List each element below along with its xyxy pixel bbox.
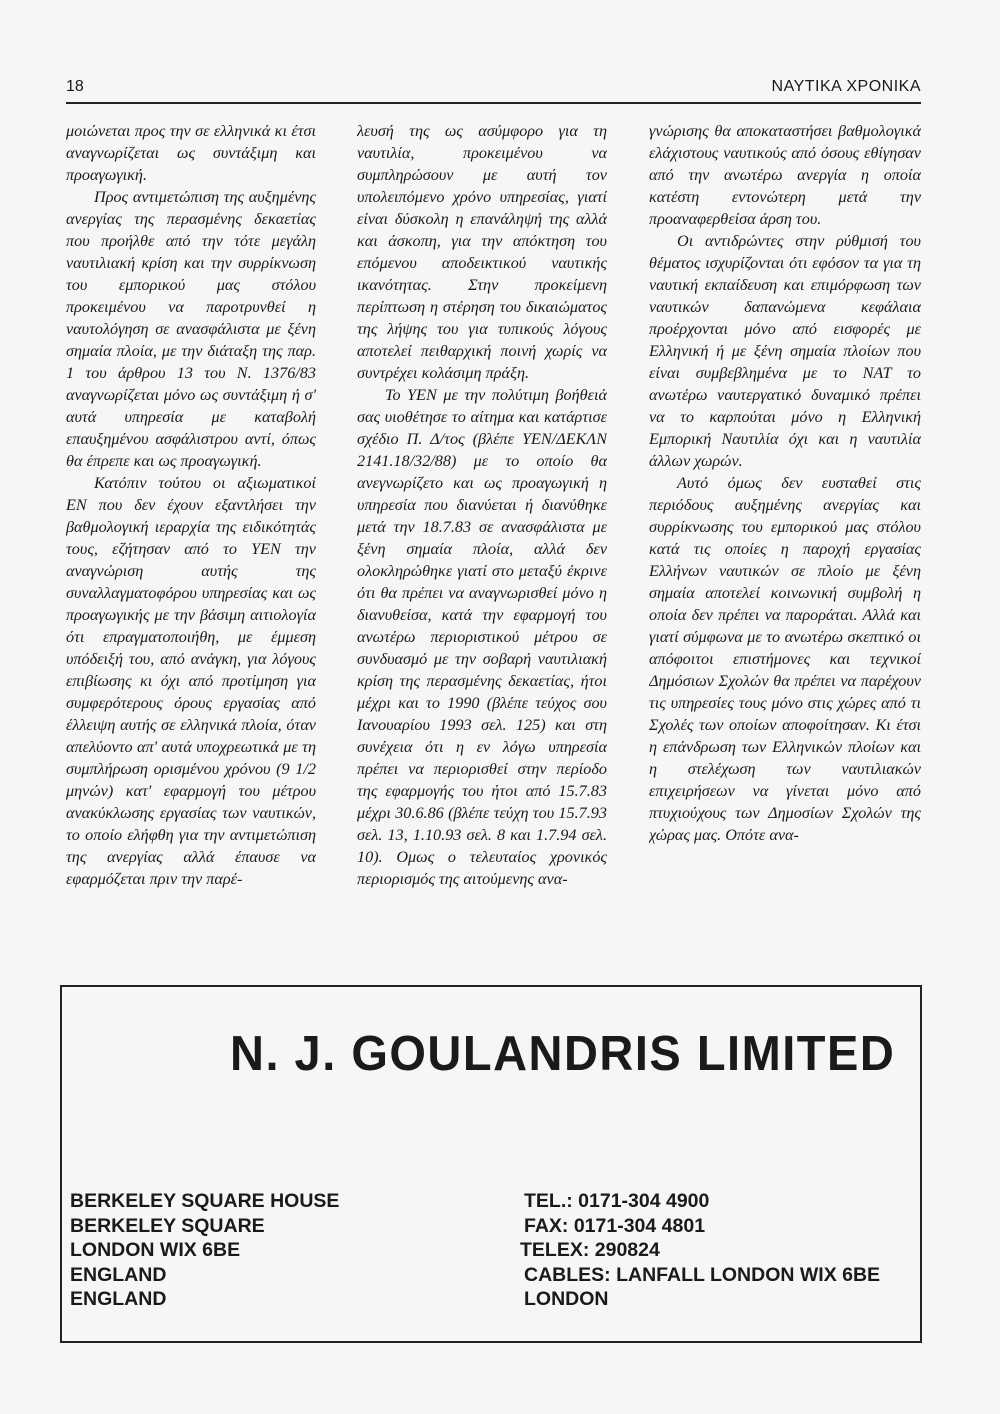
- article-column-2: [357, 120, 607, 958]
- company-name: N. J. GOULANDRIS LIMITED: [230, 1024, 896, 1081]
- paragraph: Κατόπιν τούτου οι αξιωματικοί ΕΝ που δεν έχουν εξαντλήσει την βαθμολογική ιεραρχία της ειδικότητάς τους, εζήτησαν από το ΥΕΝ την αναγνώριση αυτής της συναλλαγματοφόρου υπηρεσίας και ως προαγωγικής με την βάσιμη αιτιολογία ότι επραγματοποιήθη, με έμμεση υπόδειξή του, από ανάγκη, για λόγους επιβίωσης κι όχι από προτίμηση για συμφερότερους όρους εργασίας από έλλειψη αυτής σε ελληνικά πλοία, όταν απελύοντο απ' αυτά υποχρεωτικά με τη συμπλήρωση ορισμένου χρόνου (9 1/2 μηνών) κατ' εφαρμογή του μέτρου ανακύκλωσης εργασίας των ναυτικών, το οποίο ελήφθη για την αντιμετώπιση της ανεργίας αλλά έπαυσε να εφαρμόζεται πριν την παρέ-: [66, 474, 316, 888]
- page-header: [66, 76, 921, 104]
- address-line: ENGLAND: [70, 1288, 167, 1310]
- paragraph: Το ΥΕΝ με την πολύτιμη βοήθειά σας υιοθέτησε το αίτημα και κατάρτισε σχέδιο Π. Δ/τος (βλέπε ΥΕΝ/ΔΕΚΛΝ 2141.18/32/88) με το οποίο θα ανεγνωρίζετο και ως προαγωγική η υπηρεσία που διανύεται ή διανύθηκε μετά την 18.7.83 σε ανασφάλιστα με ξένη σημαία πλοία, αλλά δεν ολοκληρώθηκε γιατί στο μεταξύ έκρινε ότι θα πρέπει να αναγνωρισθεί μόνο η διανυθείσα, κατά την εφαρμογή του ανωτέρω περιοριστικού μέτρου σε συνδυασμό με την σοβαρή ναυτιλιακή κρίση της περασμένης δεκαετίας, ήτοι μέχρι και το 1990 (βλέπε τεύχος σου Ιανουαρίου 1993 σελ. 125) και στη συνέχεια ότι η εν λόγω υπηρεσία πρέπει να περιορισθεί στην περίοδο της εφαρμογής του ήτοι από 15.7.83 μέχρι 30.6.86 (βλέπε τεύχη του 15.7.93 σελ. 13, 1.10.93 σελ. 8 και 1.7.94 σελ. 10). Ομως ο τελευταίος χρονικός περιορισμός της αιτούμενης ανα-: [357, 386, 607, 888]
- company-address: [70, 1189, 339, 1312]
- article-column-3: [649, 120, 921, 958]
- paragraph: μοιώνεται προς την σε ελληνικά κι έτσι αναγνωρίζεται ως συντάξιμη και προαγωγική.: [66, 122, 316, 184]
- paragraph: Οι αντιδρώντες στην ρύθμισή του θέματος ισχυρίζονται ότι εφόσον τα για τη ναυτική εκπαίδευση και επιμόρφωση των ναυτικών δαπανώμενα κεφάλαια προέρχονται μόνο από εισφορές με Ελληνική ή με ξένη σημαία πλοίων που είναι συμβεβλημένα με το ΝΑΤ το ανωτέρω ναυτεργατικό δυναμικό πρέπει να το καρπούται μόνο η Ελληνική Εμπορική Ναυτιλία όχι και η ναυτιλία άλλων χωρών.: [649, 232, 921, 470]
- contact-line: FAX: 0171-304 4801: [524, 1214, 706, 1237]
- contact-line: CABLES: LANFALL LONDON WIX 6BE: [524, 1263, 881, 1286]
- address-line: ENGLAND: [70, 1263, 167, 1286]
- paragraph: Αυτό όμως δεν ευσταθεί στις περιόδους αυξημένης ανεργίας και συρρίκνωσης του εμπορικού μας στόλου κατά τις οποίες η παροχή εργασίας Ελλήνων ναυτικών σε πλοίο με ξένη σημαία αποτελεί κοινωνική συμβολή η οποία δεν πρέπει να παροράται. Αλλά και γιατί σύμφωνα με το ανωτέρω σκεπτικό οι απόφοιτοι επιστήμονες και τεχνικοί Δημόσιων Σχολών θα πρέπει να παρέχουν τις υπηρεσίες τους μόνο στις χώρες από τι Σχολές των οποίων αποφοίτησαν. Κι έτσι η επάνδρωση των Ελληνικών πλοίων και η στελέχωση των ναυτιλιακών επιχειρήσεων να γίνεται μόνο από πτυχιούχους των Δημοσίων Σχολών της χώρας μας. Οπότε ανα-: [649, 474, 921, 844]
- address-line: BERKELEY SQUARE: [70, 1214, 265, 1237]
- publication-title: ΝΑΥΤΙΚΑ ΧΡΟΝΙΚΑ: [771, 78, 921, 95]
- address-line: LONDON WIX 6BE: [70, 1239, 241, 1261]
- paragraph: γνώρισης θα αποκαταστήσει βαθμολογικά ελάχιστους ναυτικούς από όσους εθίγησαν από την ανωτέρω ανεργία η οποία κατέστη εντονώτερη μετά την προαναφερθείσα άρση του.: [649, 122, 921, 228]
- paragraph: λευσή της ως ασύμφορο για τη ναυτιλία, προκειμένου να συμπληρώσουν με αυτή τον υπολειπόμενο χρόνο υπηρεσίας, γιατί είναι δύσκολη η επανάληψή της αλλά και άσκοπη, για την απόκτηση του επόμενου αποδεικτικού ναυτικής ικανότητας. Στην προκείμενη περίπτωση η στέρηση του δικαιώματος της λήψης του για τυπικούς λόγους αποτελεί πειθαρχική ποινή χωρίς να συντρέχει κολάσιμη πράξη.: [357, 122, 607, 382]
- address-line: BERKELEY SQUARE HOUSE: [70, 1190, 340, 1212]
- contact-line: TEL.: 0171-304 4900: [524, 1190, 710, 1212]
- company-contacts: [520, 1189, 880, 1312]
- advertisement-box: [60, 985, 922, 1343]
- contact-line: TELEX: 290824: [520, 1239, 660, 1261]
- page-number: 18: [66, 78, 84, 95]
- contact-line: LONDON: [524, 1288, 609, 1310]
- article-column-1: [66, 120, 316, 958]
- paragraph: Προς αντιμετώπιση της αυξημένης ανεργίας της περασμένης δεκαετίας που προήλθε από την τότε μεγάλη ναυτιλιακή κρίση και την συρρίκνωση του εμπορικού μας στόλου προκειμένου να παροτρυνθεί η ναυτολόγηση σε ανασφάλιστα με ξένη σημαία πλοία, με την διάταξη της παρ. 1 του άρθρου 13 του Ν. 1376/83 αναγνωρίζεται μόνο ως συντάξιμη ή σ' αυτά υπηρεσία με καταβολή επαυξημένου ασφάλιστρου αντί, όπως θα έπρεπε και ως προαγωγική.: [66, 188, 316, 470]
